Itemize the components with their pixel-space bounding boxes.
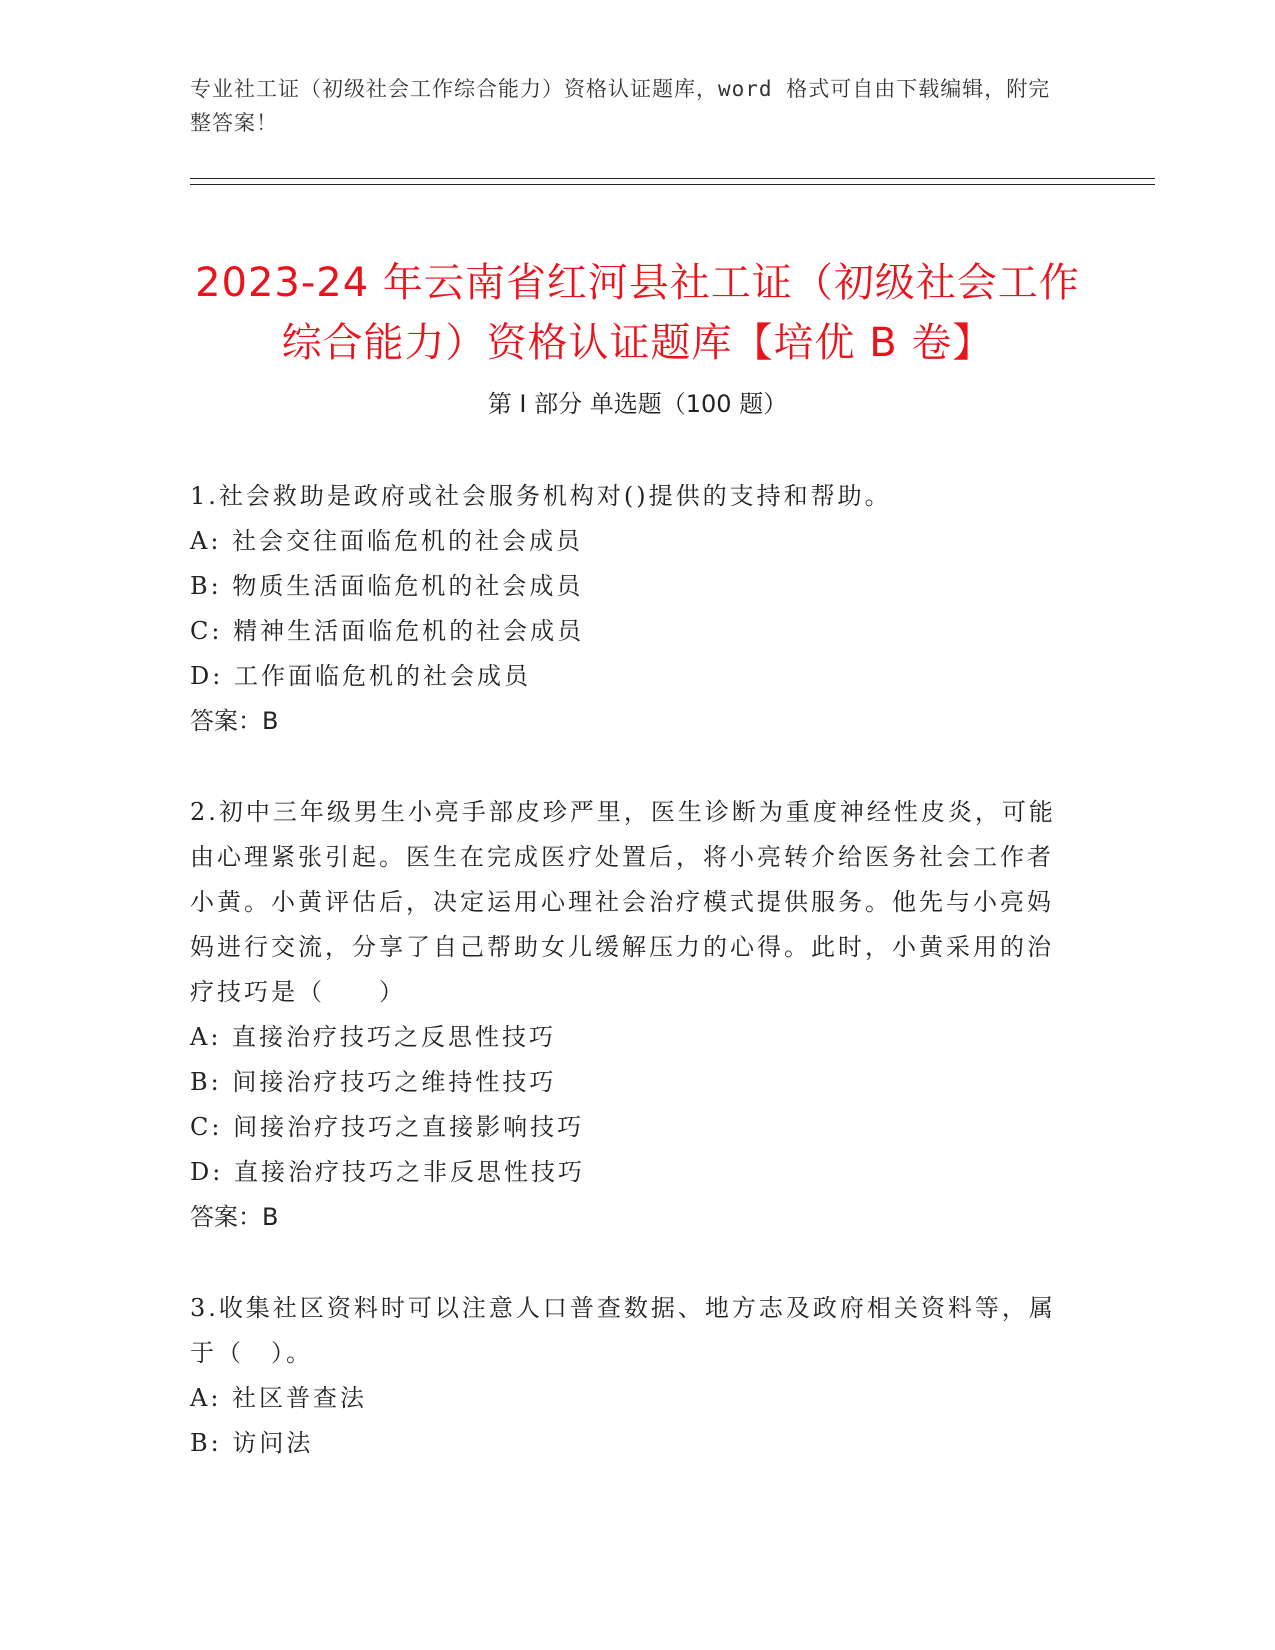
option-a: A: 直接治疗技巧之反思性技巧 bbox=[190, 1023, 557, 1051]
answer-line: 答案：B bbox=[190, 707, 279, 735]
document-title: 2023-24 年云南省红河县社工证（初级社会工作综合能力）资格认证题库【培优 B 卷】 bbox=[195, 259, 1080, 366]
option-b: B: 访问法 bbox=[190, 1429, 314, 1457]
question-stem: 1.社会救助是政府或社会服务机构对()提供的支持和帮助。 bbox=[190, 482, 892, 510]
question-1 bbox=[190, 474, 1070, 744]
section-title: 第 I 部分 单选题（100 题） bbox=[487, 390, 788, 418]
answer-line: 答案：B bbox=[190, 1203, 279, 1231]
header-divider-top bbox=[190, 178, 1155, 179]
option-b: B: 物质生活面临危机的社会成员 bbox=[190, 572, 584, 600]
question-stem: 3.收集社区资料时可以注意人口普查数据、地方志及政府相关资料等，属于（ ）。 bbox=[190, 1294, 1056, 1367]
question-2 bbox=[190, 790, 1070, 1240]
option-c: C: 精神生活面临危机的社会成员 bbox=[190, 617, 585, 645]
option-d: D: 直接治疗技巧之非反思性技巧 bbox=[190, 1158, 585, 1186]
question-list bbox=[190, 474, 1070, 1512]
question-stem: 2.初中三年级男生小亮手部皮珍严里，医生诊断为重度神经性皮炎，可能由心理紧张引起。医生在完成医疗处置后，将小亮转介给医务社会工作者小黄。小黄评估后，决定运用心理社会治疗模式提供服务。他先与小亮妈妈进行交流，分享了自己帮助女儿缓解压力的心得。此时，小黄采用的治疗技巧是（ ） bbox=[190, 798, 1056, 1006]
question-3 bbox=[190, 1286, 1070, 1466]
option-b: B: 间接治疗技巧之维持性技巧 bbox=[190, 1068, 557, 1096]
option-c: C: 间接治疗技巧之直接影响技巧 bbox=[190, 1113, 585, 1141]
option-a: A: 社区普查法 bbox=[190, 1384, 368, 1412]
option-a: A: 社会交往面临危机的社会成员 bbox=[190, 527, 584, 555]
header-note: 专业社工证（初级社会工作综合能力）资格认证题库，word 格式可自由下载编辑，附完整答案！ bbox=[190, 77, 1051, 135]
header-divider-bottom bbox=[190, 184, 1155, 185]
option-d: D: 工作面临危机的社会成员 bbox=[190, 662, 531, 690]
